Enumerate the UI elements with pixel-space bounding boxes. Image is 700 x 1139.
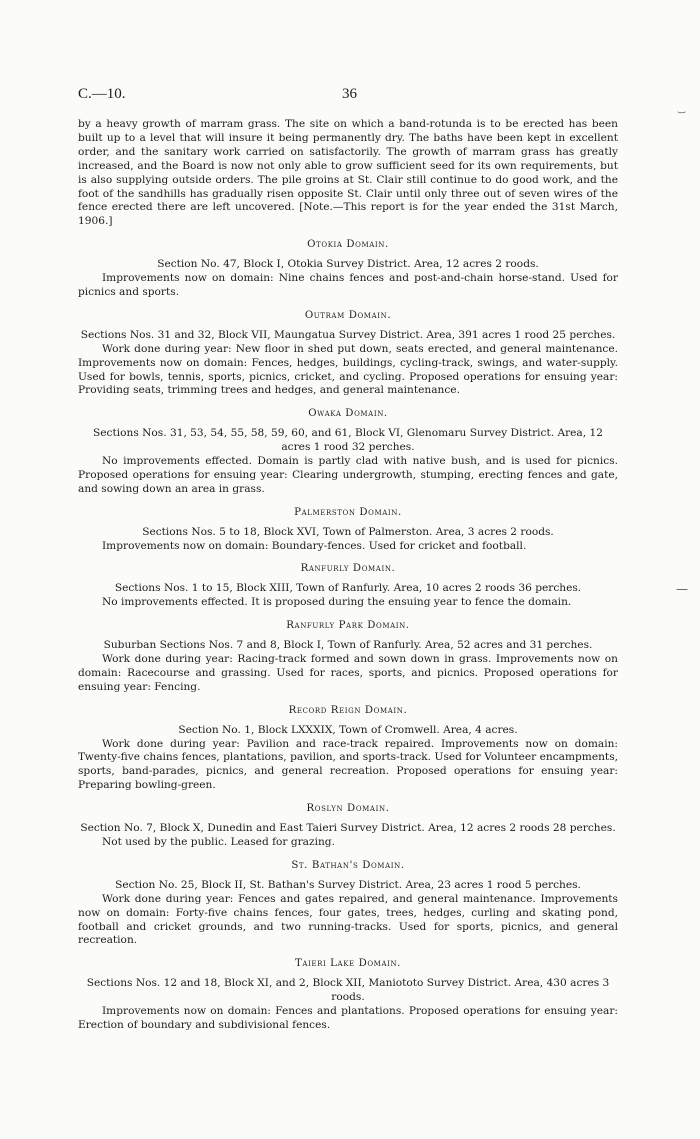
- page-number: 36: [342, 86, 357, 102]
- domain-description: Sections Nos. 5 to 18, Block XVI, Town of Palmerston. Area, 3 acres 2 roods.: [142, 525, 554, 538]
- domain-section: [78, 802, 618, 850]
- domain-body: Not used by the public. Leased for grazing.: [102, 835, 335, 848]
- domain-section: [78, 407, 618, 496]
- domain-heading: Otokia Domain.: [307, 239, 389, 251]
- domain-section: [78, 506, 618, 554]
- domain-section: [78, 238, 618, 300]
- domain-description: Section No. 25, Block II, St. Bathan's Survey District. Area, 23 acres 1 rood 5 perches.: [115, 878, 581, 891]
- domain-body: Improvements now on domain: Fences and plantations. Proposed operations for ensuing year: Erection of boundary and subdivisional fences.: [78, 1005, 618, 1031]
- domain-heading: Ranfurly Domain.: [300, 563, 396, 575]
- margin-tick-mark: ‿: [678, 104, 686, 114]
- margin-dash-mark: —: [676, 582, 688, 596]
- domain-description: Sections Nos. 31, 53, 54, 55, 58, 59, 60, and 61, Block VI, Glenomaru Survey District. Area, 12 acres 1 rood 32 perches.: [93, 427, 603, 454]
- domain-section: [78, 309, 618, 398]
- domain-description: Section No. 47, Block I, Otokia Survey District. Area, 12 acres 2 roods.: [157, 258, 539, 271]
- domain-description: Suburban Sections Nos. 7 and 8, Block I, Town of Ranfurly. Area, 52 acres and 31 perches.: [103, 639, 593, 652]
- domain-heading: St. Bathan's Domain.: [291, 859, 405, 871]
- domain-section: [78, 704, 618, 793]
- domain-body: Work done during year: New floor in shed put down, seats erected, and general maintenance. Improvements now on domain: Fences, hedges, buildings, cycling-track, swings, and water-supply. Used for bowls, tennis, sports, picnics, cricket, and cycling. Proposed operations for ensuing year: Providing seats, trimming trees and hedges, and general maintenance.: [78, 342, 618, 397]
- domain-section: [78, 562, 618, 610]
- domain-heading: Palmerston Domain.: [294, 506, 402, 518]
- page-header: [78, 86, 618, 106]
- document-reference: C.—10.: [78, 86, 126, 102]
- domain-body: Work done during year: Fences and gates repaired, and general maintenance. Improvements now on domain: Forty-five chains fences, four gates, trees, hedges, curling and skating pond, football and cricket grounds, and two running-tracks. Used for sports, picnics, and general recreation.: [78, 892, 618, 947]
- domain-body: No improvements effected. Domain is partly clad with native bush, and is used for picnics. Proposed operations for ensuing year: Clearing undergrowth, stumping, erecting fences and gate, and sowing down an area in grass.: [78, 455, 618, 495]
- domain-body: Work done during year: Pavilion and race-track repaired. Improvements now on domain: Twenty-five chains fences, plantations, pavilion, and sports-track. Used for Volunteer encampments, sports, band-parades, picnics, and general recreation. Proposed operations for ensuing year: Preparing bowling-green.: [78, 737, 618, 792]
- domain-description: Section No. 1, Block LXXXIX, Town of Cromwell. Area, 4 acres.: [178, 723, 518, 736]
- domain-section: [78, 859, 618, 948]
- domain-heading: Outram Domain.: [304, 309, 392, 321]
- domain-description: Sections Nos. 1 to 15, Block XIII, Town of Ranfurly. Area, 10 acres 2 roods 36 perches.: [114, 582, 582, 595]
- domain-description: Sections Nos. 31 and 32, Block VII, Maungatua Survey District. Area, 391 acres 1 rood 25 perches.: [80, 328, 616, 341]
- domain-body: No improvements effected. It is proposed during the ensuing year to fence the domain.: [102, 596, 572, 609]
- domain-body: Improvements now on domain: Nine chains fences and post-and-chain horse-stand. Used for picnics and sports.: [78, 272, 618, 298]
- domain-heading: Taieri Lake Domain.: [294, 958, 402, 970]
- page-content: [78, 118, 618, 1033]
- domain-heading: Ranfurly Park Domain.: [286, 620, 410, 632]
- domain-body: Improvements now on domain: Boundary-fences. Used for cricket and football.: [102, 539, 527, 552]
- domain-description: Sections Nos. 12 and 18, Block XI, and 2, Block XII, Maniototo Survey District. Area, 430 acres 3 roods.: [86, 977, 610, 1004]
- domain-section: [78, 619, 618, 695]
- intro-paragraph: by a heavy growth of marram grass. The site on which a band-rotunda is to be erected has been built up to a level that will insure it being permanently dry. The baths have been kept in excellent order, and the sanitary work carried on satisfactorily. The growth of marram grass has greatly increased, and the Board is now not only able to grow sufficient seed for its own requirements, but is also supplying outside orders. The pile groins at St. Clair still continue to do good work, and the foot of the sandhills has gradually risen opposite St. Clair until only three out of seven wires of the fence erected there are left uncovered. [Note.—This report is for the year ended the 31st March, 1906.]: [78, 118, 618, 228]
- domain-heading: Owaka Domain.: [308, 408, 388, 420]
- domain-section: [78, 957, 618, 1033]
- domain-heading: Record Reign Domain.: [288, 704, 408, 716]
- domain-description: Section No. 7, Block X, Dunedin and East Taieri Survey District. Area, 12 acres 2 roods 28 perches.: [80, 822, 616, 835]
- domain-heading: Roslyn Domain.: [306, 803, 390, 815]
- domain-body: Work done during year: Racing-track formed and sown down in grass. Improvements now on domain: Racecourse and grassing. Used for races, sports, and picnics. Proposed operations for ensuing year: Fencing.: [78, 653, 618, 693]
